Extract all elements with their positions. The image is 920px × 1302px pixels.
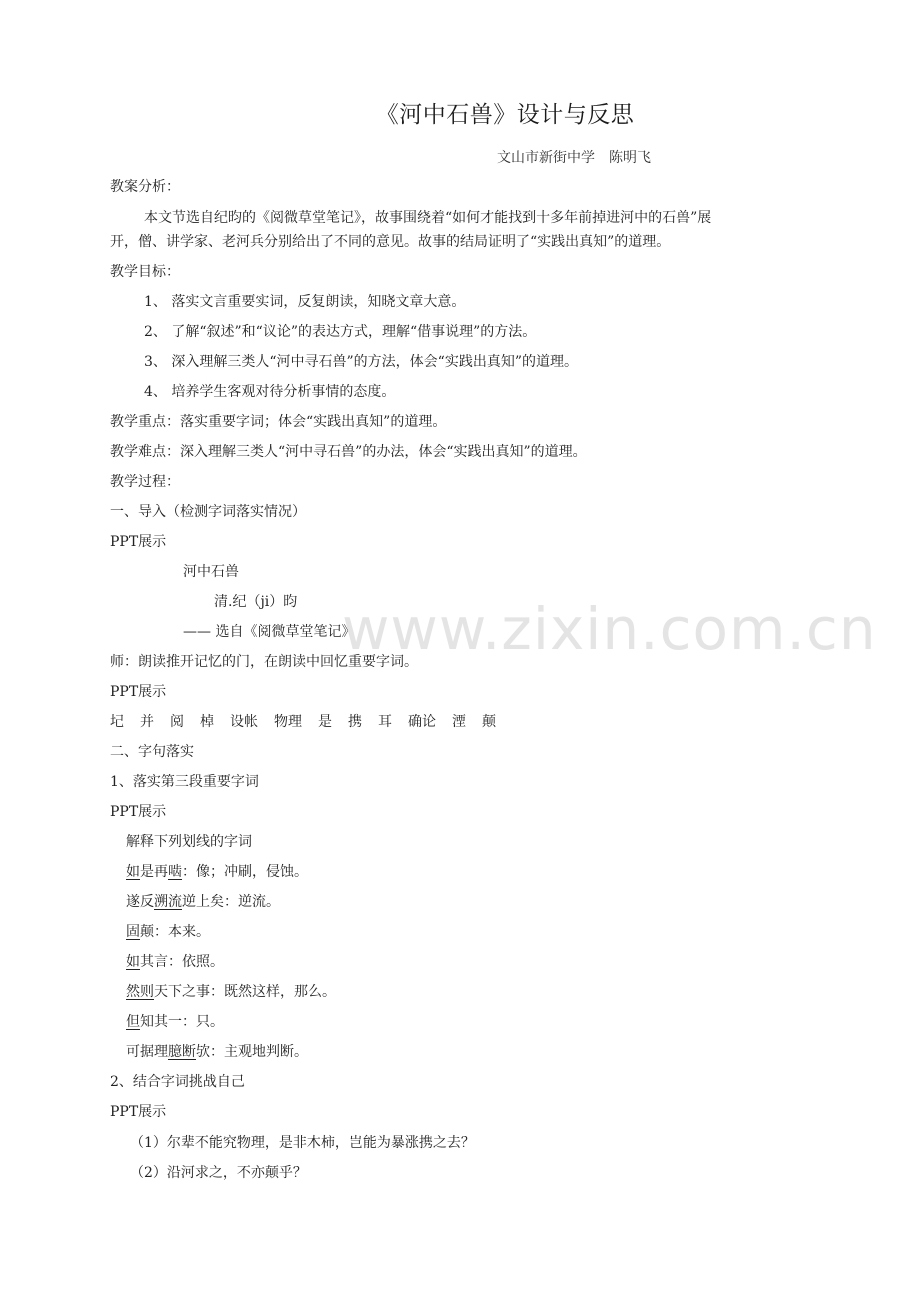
vocab-item: 圮 xyxy=(110,714,124,730)
analysis-heading: 教案分析： xyxy=(110,179,180,195)
ppt-label: PPT展示 xyxy=(110,804,167,820)
vocab-item: 并 xyxy=(140,714,154,730)
ppt-label: PPT展示 xyxy=(110,684,167,700)
author-line: 文山市新街中学 陈明飞 xyxy=(497,150,651,166)
sub-heading-2: 2、结合字词挑战自己 xyxy=(110,1074,245,1090)
process-heading: 教学过程： xyxy=(110,474,180,490)
vocab-item: 确论 xyxy=(408,714,436,730)
explain-item xyxy=(126,1012,224,1032)
ppt-text-title: 河中石兽 xyxy=(183,564,239,580)
vocab-item: 棹 xyxy=(200,714,214,730)
ppt-text-source: —— 选自《阅微草堂笔记》 xyxy=(183,624,356,640)
explain-text: 是再 xyxy=(140,864,168,880)
analysis-line-1: 本文节选自纪昀的《阅微草堂笔记》，故事围绕着“如何才能找到十多年前掉进河中的石兽”展 xyxy=(144,210,712,226)
vocab-item: 耳 xyxy=(378,714,392,730)
explain-text: 天下之事：既然这样，那么。 xyxy=(154,984,336,1000)
explain-text: 其言：依照。 xyxy=(140,954,224,970)
sub-heading-1: 1、落实第三段重要字词 xyxy=(110,774,259,790)
vocab-item: 阅 xyxy=(170,714,184,730)
analysis-line-2: 开，僧、讲学家、老河兵分别给出了不同的意见。故事的结局证明了“实践出真知”的道理。 xyxy=(110,234,671,250)
explain-item xyxy=(126,892,280,912)
goal-item: 3、 深入理解三类人“河中寻石兽”的方法，体会“实践出真知”的道理。 xyxy=(144,354,578,370)
explain-text: ：像；冲刷，侵蚀。 xyxy=(182,864,308,880)
underlined-word: 固 xyxy=(126,924,140,940)
vocab-item: 设帐 xyxy=(230,714,258,730)
explain-item xyxy=(126,1042,308,1062)
difficulty: 教学难点：深入理解三类人“河中寻石兽”的办法，体会“实践出真知”的道理。 xyxy=(110,444,587,460)
underlined-word: 如 xyxy=(126,954,140,970)
key-point: 教学重点：落实重要字词；体会“实践出真知”的道理。 xyxy=(110,414,447,430)
explain-text: 颠：本来。 xyxy=(140,924,210,940)
explain-item xyxy=(126,982,336,1002)
ppt-label: PPT展示 xyxy=(110,534,167,550)
underlined-word: 臆断 xyxy=(168,1044,196,1060)
step-1-heading: 一、导入（检测字词落实情况） xyxy=(110,504,306,520)
underlined-word: 但 xyxy=(126,1014,140,1030)
explain-item xyxy=(126,952,224,972)
goals-heading: 教学目标： xyxy=(110,264,180,280)
explain-item xyxy=(126,862,308,882)
teacher-line: 师：朗读推开记忆的门，在朗读中回忆重要字词。 xyxy=(110,654,418,670)
vocab-list xyxy=(110,712,512,732)
ppt-text-author: 清.纪（ji）昀 xyxy=(214,594,298,610)
explain-text: 知其一：只。 xyxy=(140,1014,224,1030)
underlined-word: 然则 xyxy=(126,984,154,1000)
vocab-item: 物理 xyxy=(274,714,302,730)
explain-text: 逆上矣：逆流。 xyxy=(182,894,280,910)
explain-heading: 解释下列划线的字词 xyxy=(126,834,252,850)
explain-text: 遂反 xyxy=(126,894,154,910)
ppt-label: PPT展示 xyxy=(110,1104,167,1120)
goal-item: 1、 落实文言重要实词，反复朗读，知晓文章大意。 xyxy=(144,294,466,310)
vocab-item: 携 xyxy=(348,714,362,730)
watermark: www.zixin.com.cn xyxy=(342,595,877,663)
explain-text: 可据理 xyxy=(126,1044,168,1060)
underlined-word: 啮 xyxy=(168,864,182,880)
vocab-item: 是 xyxy=(318,714,332,730)
question-2: （2）沿河求之，不亦颠乎？ xyxy=(130,1165,307,1181)
goal-item: 4、 培养学生客观对待分析事情的态度。 xyxy=(144,384,396,400)
underlined-word: 溯流 xyxy=(154,894,182,910)
vocab-item: 颠 xyxy=(482,714,496,730)
document-title: 《河中石兽》设计与反思 xyxy=(375,102,635,128)
step-2-heading: 二、字句落实 xyxy=(110,744,194,760)
explain-text: 欤：主观地判断。 xyxy=(196,1044,308,1060)
vocab-item: 湮 xyxy=(452,714,466,730)
underlined-word: 如 xyxy=(126,864,140,880)
question-1: （1）尔辈不能究物理，是非木柿，岂能为暴涨携之去？ xyxy=(130,1135,475,1151)
goal-item: 2、 了解“叙述”和“议论”的表达方式，理解“借事说理”的方法。 xyxy=(144,324,537,340)
explain-item xyxy=(126,922,210,942)
